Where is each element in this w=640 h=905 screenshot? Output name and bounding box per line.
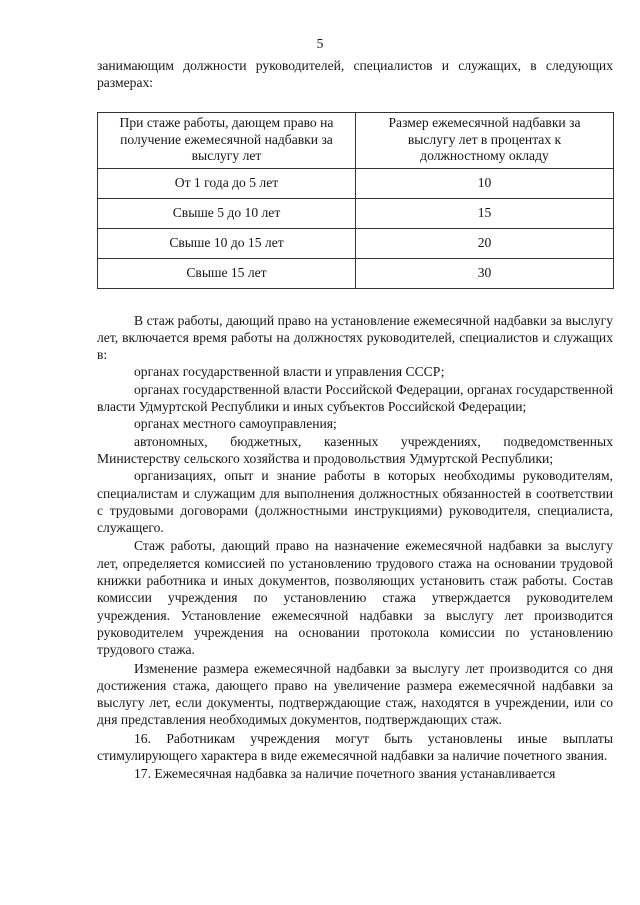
paragraph-state-bodies: органах государственной власти Российской Федерации, органах государственной власти Удмуртской Республики и иных субъектов Российской Федерации; <box>97 381 613 415</box>
table-cell-percent: 15 <box>356 198 614 228</box>
paragraph-seniority-inclusion: В стаж работы, дающий право на установление ежемесячной надбавки за выслугу лет, включается время работы на должностях руководителей, специалистов и служащих в: <box>97 312 613 363</box>
table-header-bonus-size: Размер ежемесячной надбавки за выслугу лет в процентах к должностному окладу <box>356 112 614 168</box>
paragraph-organizations: организациях, опыт и знание работы в которых необходимы руководителям, специалистам и служащим для выполнения должностных обязанностей в соответствии с трудовыми договорами (должностными инструкциями) руководителя, специалиста, служащего. <box>97 468 613 536</box>
seniority-bonus-table <box>97 112 614 289</box>
table-row <box>98 258 614 288</box>
paragraph-ussr-bodies: органах государственной власти и управления СССР; <box>134 364 445 380</box>
table-cell-seniority: Свыше 5 до 10 лет <box>98 198 356 228</box>
table-cell-seniority: Свыше 10 до 15 лет <box>98 228 356 258</box>
table-cell-percent: 30 <box>356 258 614 288</box>
paragraph-institutions: автономных, бюджетных, казенных учреждениях, подведомственных Министерству сельского хозяйства и продовольствия Удмуртской Республики; <box>97 433 613 466</box>
document-body <box>97 57 613 783</box>
table-cell-percent: 10 <box>356 168 614 198</box>
page-number: 5 <box>316 36 324 51</box>
table-row <box>98 168 614 198</box>
paragraph-bonus-change: Изменение размера ежемесячной надбавки за выслугу лет производится со дня достижения стажа, дающего право на увеличение размера ежемесячной надбавки за выслугу лет, если документы, подтверждающие стаж, находятся в учреждении, или со дня представления необходимых документов, подтверждающих стаж. <box>97 660 613 728</box>
paragraph-clause-17: 17. Ежемесячная надбавка за наличие почетного звания устанавливается <box>134 766 556 782</box>
table-header-row <box>98 112 614 168</box>
paragraph-commission: Стаж работы, дающий право на назначение ежемесячной надбавки за выслугу лет, определяется комиссией по установлению трудового стажа на основании трудовой книжки работника и иных документов, позволяющих установить стаж работы. Состав комиссии учреждения по установлению стажа утверждается руководителем учреждения. Установление ежемесячной надбавки за выслугу лет производится руководителем учреждения на основании протокола комиссии по установлению трудового стажа. <box>97 538 613 658</box>
paragraph-clause-16: 16. Работникам учреждения могут быть установлены иные выплаты стимулирующего характера в виде ежемесячной надбавки за наличие почетного звания. <box>97 730 613 764</box>
table-header-seniority: При стаже работы, дающем право на получение ежемесячной надбавки за выслугу лет <box>98 112 356 168</box>
paragraph-local-government: органах местного самоуправления; <box>134 416 337 432</box>
table-cell-seniority: От 1 года до 5 лет <box>98 168 356 198</box>
table-cell-percent: 20 <box>356 228 614 258</box>
table-row <box>98 198 614 228</box>
table-row <box>98 228 614 258</box>
table-cell-seniority: Свыше 15 лет <box>98 258 356 288</box>
intro-paragraph: занимающим должности руководителей, специалистов и служащих, в следующих размерах: <box>97 58 613 91</box>
